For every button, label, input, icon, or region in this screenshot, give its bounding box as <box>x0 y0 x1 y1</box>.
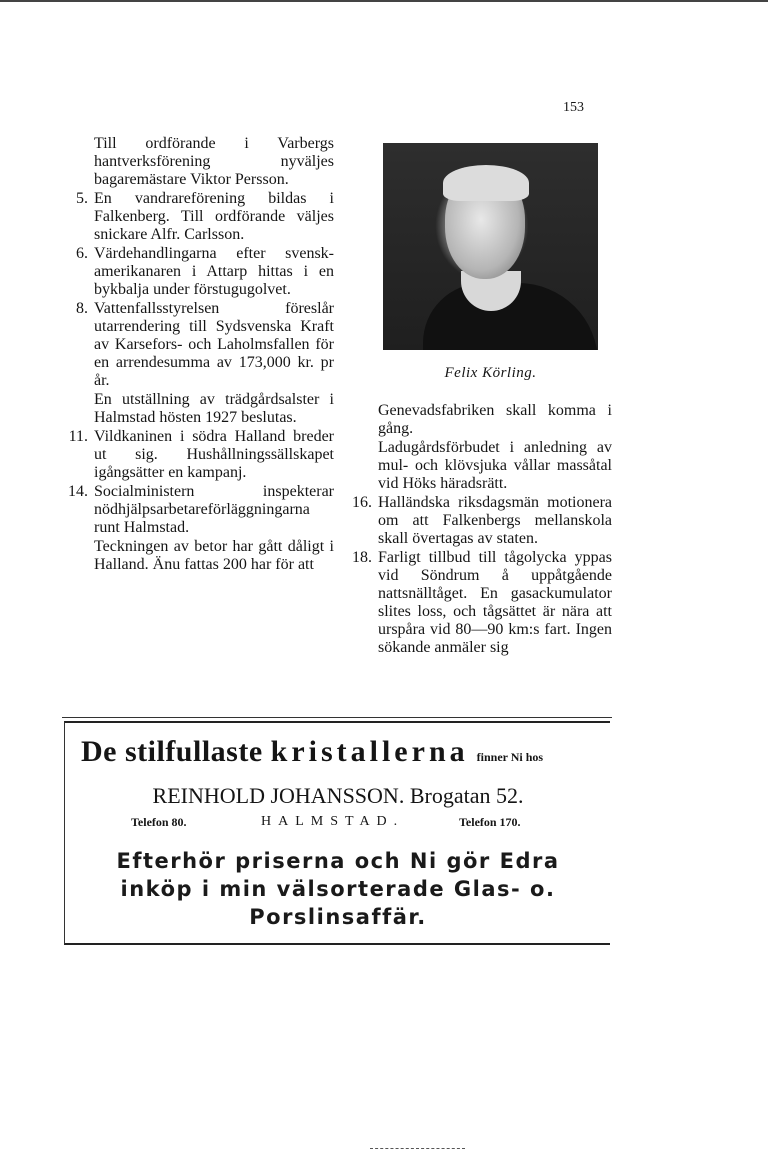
item-text: Halländska riksdagsmän motionera om att Falkenbergs mellanskola skall övertagas av staten. <box>378 494 612 547</box>
list-item <box>58 538 334 574</box>
right-column <box>342 402 612 658</box>
advertisement-box <box>64 721 610 945</box>
item-text: Värdehandlingarna efter svensk-amerikanaren i Attarp hittas i en bykbalja under förstugugolvet. <box>94 245 334 298</box>
ad-phone-left: Telefon 80. <box>131 815 187 829</box>
item-number: 6. <box>76 245 88 262</box>
item-text: Farligt tillbud till tågolycka yppas vid Söndrum å uppåtgående nattsnälltåget. En gasackumulator slites loss, och tågsättet är nära att urspåra vid 80—90 km:s fart. Ingen sökande anmäler sig <box>378 549 612 656</box>
item-number: 16. <box>352 494 372 511</box>
ad-phone-right: Telefon 170. <box>459 815 521 829</box>
ad-headline <box>81 735 543 769</box>
ad-headline-suffix: finner Ni hos <box>476 750 544 764</box>
list-item <box>342 494 612 548</box>
item-text: Vildkaninen i södra Halland breder ut sig. Hushållningssällskapet igångsätter en kampanj. <box>94 428 334 481</box>
bottom-dash-rule <box>370 1148 465 1149</box>
ad-headline-part1: De stilfullaste <box>81 735 263 768</box>
ad-slogan <box>65 847 611 931</box>
item-text: En utställning av trädgårdsalster i Halmstad hösten 1927 beslutas. <box>94 391 334 426</box>
item-number: 11. <box>68 428 88 445</box>
list-item <box>342 402 612 438</box>
page-number: 153 <box>563 100 584 115</box>
list-item <box>342 549 612 657</box>
item-number: 18. <box>352 549 372 566</box>
list-item <box>342 439 612 493</box>
ad-shop-name: REINHOLD JOHANSSON. Brogatan 52. <box>152 783 524 808</box>
item-text: Till ordförande i Varbergs hantverksförening nyväljes bagaremästare Viktor Persson. <box>94 135 334 188</box>
item-number: 8. <box>76 300 88 317</box>
list-item <box>58 300 334 390</box>
item-text: Vattenfallsstyrelsen föreslår utarrendering till Sydsvenska Kraft av Karsefors- och Laholmsfallen för en arrendesumma av 173,000 kr. pr år. <box>94 300 334 389</box>
item-number: 5. <box>76 190 88 207</box>
ad-slogan-line: inköp i min välsorterade Glas- o. <box>120 877 556 901</box>
portrait-caption: Felix Körling. <box>444 365 537 381</box>
ad-slogan-line: Porslinsaffär. <box>249 905 427 929</box>
portrait-hair <box>443 165 529 201</box>
item-text: Teckningen av betor har gått dåligt i Halland. Änu fattas 200 har för att <box>94 538 334 573</box>
list-item <box>58 245 334 299</box>
top-rule <box>0 0 768 2</box>
item-number: 14. <box>68 483 88 500</box>
item-text: En vandrareförening bildas i Falkenberg. Till ordförande väljes snickare Alfr. Carlsson. <box>94 190 334 243</box>
list-item <box>58 135 334 189</box>
list-item <box>58 428 334 482</box>
list-item <box>58 391 334 427</box>
item-text: Genevadsfabriken skall komma i gång. <box>378 402 612 437</box>
ad-slogan-line: Efterhör priserna och Ni gör Edra <box>116 849 560 873</box>
portrait-photo <box>383 143 598 350</box>
ad-city: HALMSTAD. <box>261 814 405 829</box>
item-text: Socialministern inspekterar nödhjälpsarbetareförläggningarna runt Halmstad. <box>94 483 334 536</box>
list-item <box>58 483 334 537</box>
ad-headline-part2: kristallerna <box>270 735 469 768</box>
item-text: Ladugårdsförbudet i anledning av mul- och klövsjuka vållar massåtal vid Höks häradsrätt. <box>378 439 612 492</box>
ad-top-rule <box>62 717 612 718</box>
left-column <box>58 135 334 575</box>
list-item <box>58 190 334 244</box>
